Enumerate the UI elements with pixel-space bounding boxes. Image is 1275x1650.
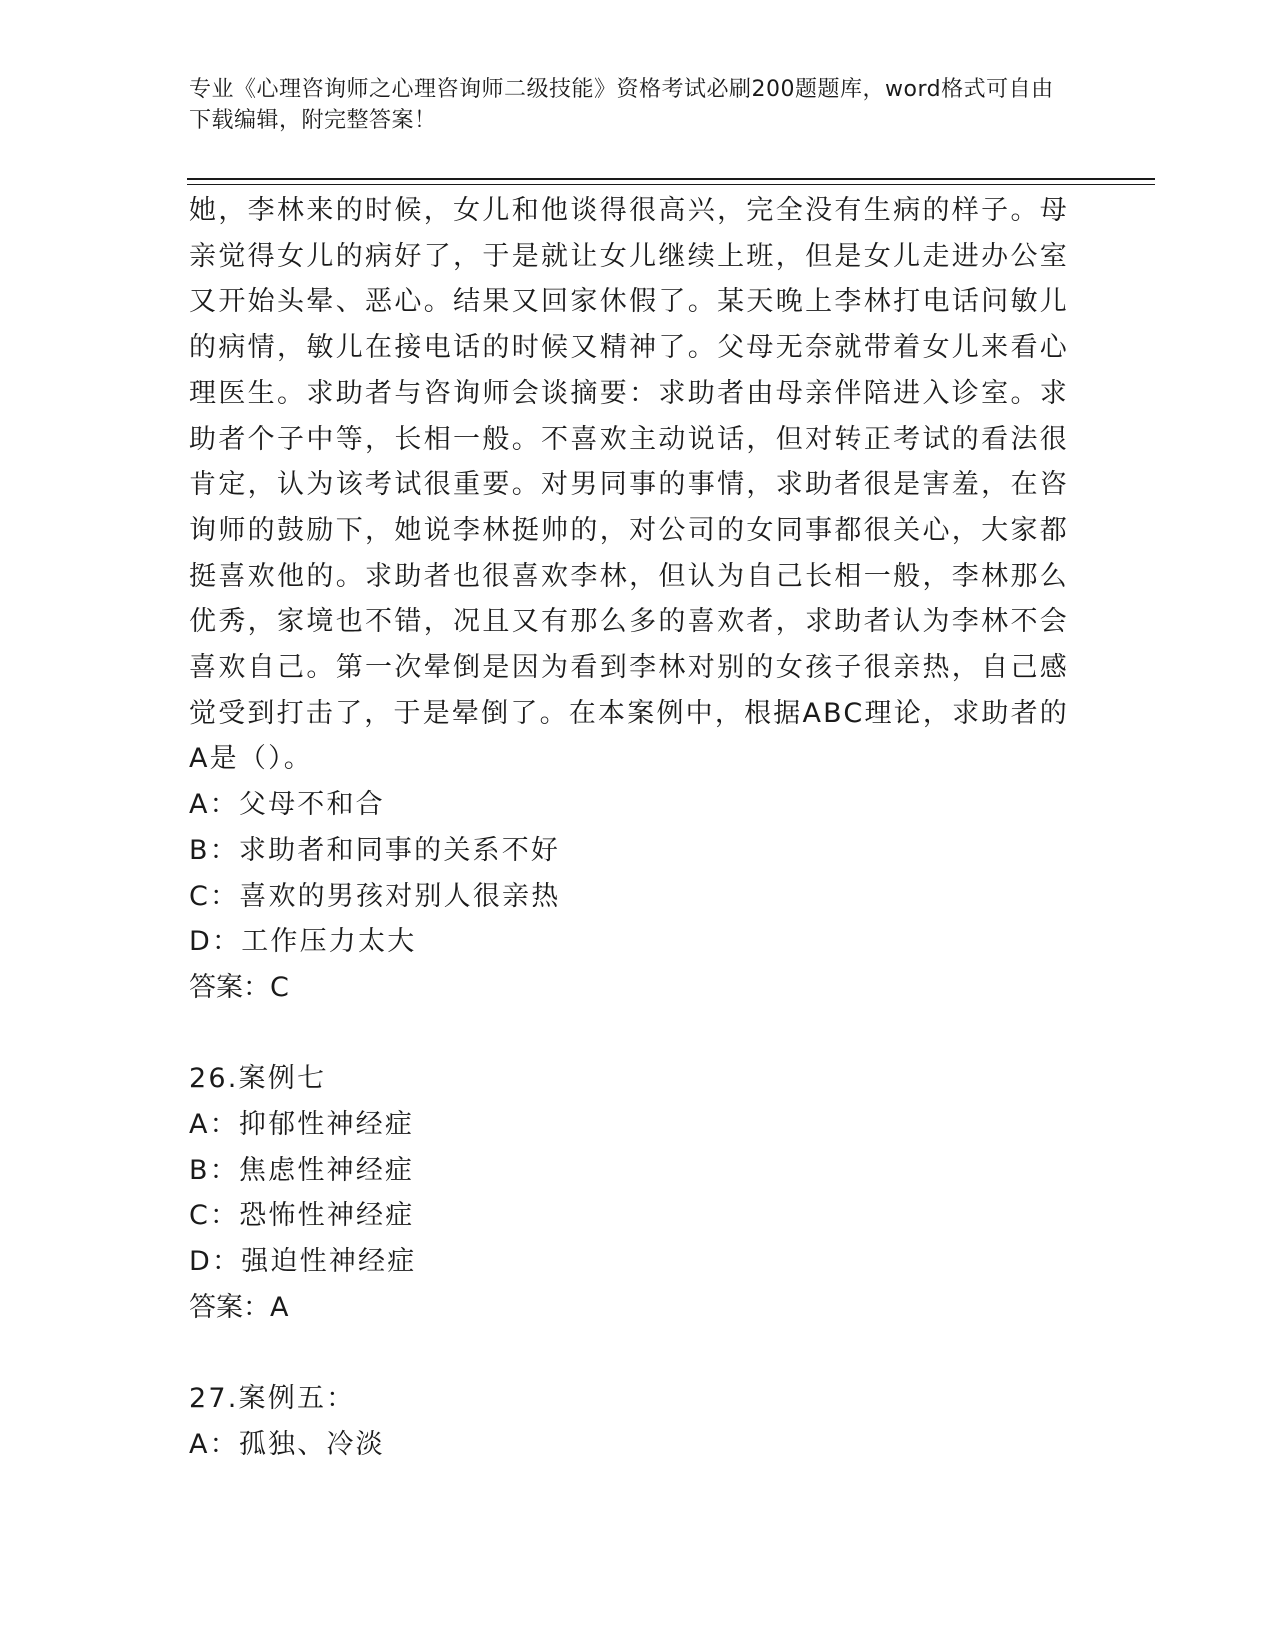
option-c: C：喜欢的男孩对别人很亲热 bbox=[189, 880, 561, 912]
option-a: A：孤独、冷淡 bbox=[189, 1428, 385, 1460]
header-divider-thin bbox=[187, 184, 1155, 185]
question-stem: 27.案例五： bbox=[189, 1383, 356, 1415]
option-a: A：父母不和合 bbox=[189, 789, 385, 821]
option-c: C：恐怖性神经症 bbox=[189, 1200, 415, 1232]
question-27 bbox=[189, 1376, 1069, 1467]
page-header: 专业《心理咨询师之心理咨询师二级技能》资格考试必刷200题题库，word格式可自由下载编辑，附完整答案！ bbox=[189, 77, 1054, 133]
question-stem: 她，李林来的时候，女儿和他谈得很高兴，完全没有生病的样子。母亲觉得女儿的病好了，于是就让女儿继续上班，但是女儿走进办公室又开始头晕、恶心。结果又回家休假了。某天晚上李林打电话问敏儿的病情，敏儿在接电话的时候又精神了。父母无奈就带着女儿来看心理医生。求助者与咨询师会谈摘要：求助者由母亲伴陪进入诊室。求助者个子中等，长相一般。不喜欢主动说话，但对转正考试的看法很肯定，认为该考试很重要。对男同事的事情，求助者很是害羞，在咨询师的鼓励下，她说李林挺帅的，对公司的女同事都很关心，大家都挺喜欢他的。求助者也很喜欢李林，但认为自己长相一般，李林那么优秀，家境也不错，况且又有那么多的喜欢者，求助者认为李林不会喜欢自己。第一次晕倒是因为看到李林对别的女孩子很亲热，自己感觉受到打击了，于是晕倒了。在本案例中，根据ABC理论，求助者的A是（）。 bbox=[189, 195, 1069, 775]
option-d: D：强迫性神经症 bbox=[189, 1246, 417, 1278]
option-b: B：求助者和同事的关系不好 bbox=[189, 834, 561, 866]
option-a: A：抑郁性神经症 bbox=[189, 1108, 415, 1140]
answer: 答案：C bbox=[189, 971, 289, 1003]
document-body bbox=[189, 188, 1069, 1467]
question-25 bbox=[189, 188, 1069, 1011]
question-26 bbox=[189, 1056, 1069, 1330]
header-divider-thick bbox=[187, 178, 1155, 180]
spacer bbox=[189, 1330, 1069, 1376]
option-d: D：工作压力太大 bbox=[189, 926, 417, 958]
answer: 答案：A bbox=[189, 1291, 289, 1323]
spacer bbox=[189, 1011, 1069, 1057]
question-stem: 26.案例七 bbox=[189, 1063, 327, 1095]
option-b: B：焦虑性神经症 bbox=[189, 1154, 415, 1186]
